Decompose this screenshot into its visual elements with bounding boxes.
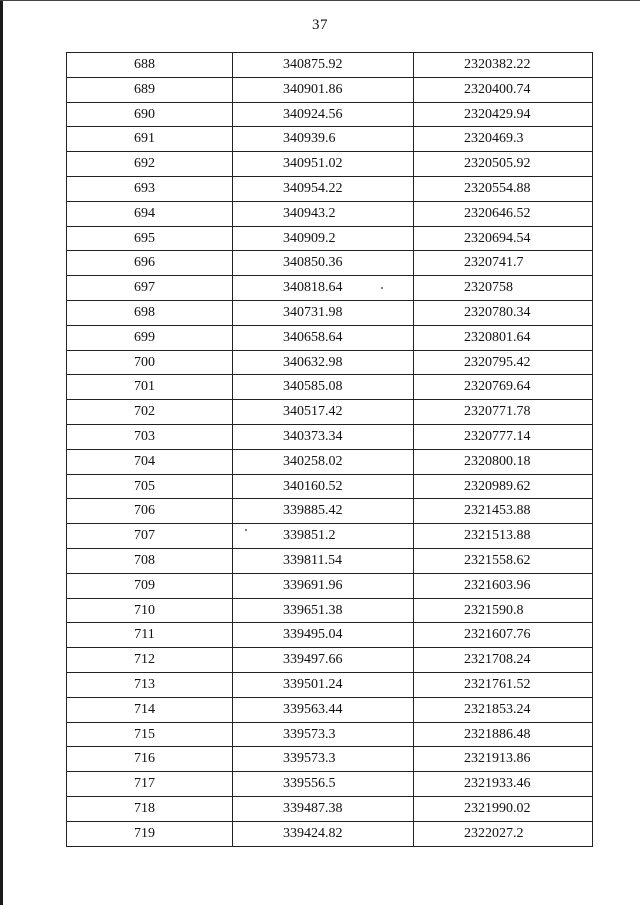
point-number-cell: 709 <box>67 573 233 598</box>
y-coordinate-cell: 2320989.62 <box>414 474 593 499</box>
table-row <box>67 598 593 623</box>
table-row <box>67 524 593 549</box>
table-row <box>67 400 593 425</box>
point-number-cell: 707 <box>67 524 233 549</box>
x-coordinate-cell: 339501.24 <box>233 672 414 697</box>
point-number-cell: 718 <box>67 796 233 821</box>
point-number-cell: 702 <box>67 400 233 425</box>
point-number-cell: 711 <box>67 623 233 648</box>
point-number-cell: 688 <box>67 53 233 78</box>
coordinates-table <box>66 52 593 847</box>
x-coordinate-cell: 340632.98 <box>233 350 414 375</box>
point-number-cell: 705 <box>67 474 233 499</box>
table-row <box>67 424 593 449</box>
y-coordinate-cell: 2320382.22 <box>414 53 593 78</box>
point-number-cell: 689 <box>67 77 233 102</box>
x-coordinate-cell: 340160.52 <box>233 474 414 499</box>
x-coordinate-cell: 340258.02 <box>233 449 414 474</box>
y-coordinate-cell: 2320429.94 <box>414 102 593 127</box>
x-coordinate-cell: 339573.3 <box>233 722 414 747</box>
x-coordinate-cell: 340850.36 <box>233 251 414 276</box>
x-coordinate-cell: 340373.34 <box>233 424 414 449</box>
x-coordinate-cell: 340901.86 <box>233 77 414 102</box>
x-coordinate-cell: 339556.5 <box>233 772 414 797</box>
point-number-cell: 708 <box>67 548 233 573</box>
point-number-cell: 714 <box>67 697 233 722</box>
point-number-cell: 692 <box>67 152 233 177</box>
y-coordinate-cell: 2320801.64 <box>414 325 593 350</box>
y-coordinate-cell: 2320769.64 <box>414 375 593 400</box>
y-coordinate-cell: 2321708.24 <box>414 648 593 673</box>
y-coordinate-cell: 2320400.74 <box>414 77 593 102</box>
x-coordinate-cell: 339691.96 <box>233 573 414 598</box>
table-row <box>67 226 593 251</box>
table-row <box>67 375 593 400</box>
point-number-cell: 703 <box>67 424 233 449</box>
table-row <box>67 251 593 276</box>
point-number-cell: 719 <box>67 821 233 846</box>
y-coordinate-cell: 2320694.54 <box>414 226 593 251</box>
y-coordinate-cell: 2321603.96 <box>414 573 593 598</box>
point-number-cell: 701 <box>67 375 233 400</box>
table-row <box>67 722 593 747</box>
y-coordinate-cell: 2320758 <box>414 276 593 301</box>
y-coordinate-cell: 2321590.8 <box>414 598 593 623</box>
y-coordinate-cell: 2320795.42 <box>414 350 593 375</box>
point-number-cell: 716 <box>67 747 233 772</box>
table-row <box>67 102 593 127</box>
point-number-cell: 710 <box>67 598 233 623</box>
table-row <box>67 672 593 697</box>
table-row <box>67 350 593 375</box>
table-row <box>67 53 593 78</box>
x-coordinate-cell: 339851.2 <box>233 524 414 549</box>
table-row <box>67 796 593 821</box>
point-number-cell: 693 <box>67 176 233 201</box>
point-number-cell: 715 <box>67 722 233 747</box>
y-coordinate-cell: 2320741.7 <box>414 251 593 276</box>
point-number-cell: 695 <box>67 226 233 251</box>
table-row <box>67 573 593 598</box>
x-coordinate-cell: 340818.64 <box>233 276 414 301</box>
y-coordinate-cell: 2320800.18 <box>414 449 593 474</box>
y-coordinate-cell: 2320646.52 <box>414 201 593 226</box>
table-row <box>67 276 593 301</box>
x-coordinate-cell: 339495.04 <box>233 623 414 648</box>
table-row <box>67 623 593 648</box>
table-row <box>67 449 593 474</box>
x-coordinate-cell: 340939.6 <box>233 127 414 152</box>
x-coordinate-cell: 339885.42 <box>233 499 414 524</box>
y-coordinate-cell: 2321761.52 <box>414 672 593 697</box>
x-coordinate-cell: 340954.22 <box>233 176 414 201</box>
table-row <box>67 648 593 673</box>
point-number-cell: 712 <box>67 648 233 673</box>
y-coordinate-cell: 2321558.62 <box>414 548 593 573</box>
point-number-cell: 691 <box>67 127 233 152</box>
table-row <box>67 747 593 772</box>
point-number-cell: 706 <box>67 499 233 524</box>
x-coordinate-cell: 339424.82 <box>233 821 414 846</box>
y-coordinate-cell: 2321886.48 <box>414 722 593 747</box>
page-number: 37 <box>312 17 328 33</box>
y-coordinate-cell: 2320780.34 <box>414 300 593 325</box>
scan-speck <box>381 287 383 289</box>
point-number-cell: 694 <box>67 201 233 226</box>
x-coordinate-cell: 340951.02 <box>233 152 414 177</box>
scan-edge-top <box>0 0 640 1</box>
point-number-cell: 704 <box>67 449 233 474</box>
x-coordinate-cell: 340909.2 <box>233 226 414 251</box>
point-number-cell: 697 <box>67 276 233 301</box>
point-number-cell: 713 <box>67 672 233 697</box>
point-number-cell: 717 <box>67 772 233 797</box>
y-coordinate-cell: 2321513.88 <box>414 524 593 549</box>
x-coordinate-cell: 339573.3 <box>233 747 414 772</box>
x-coordinate-cell: 340517.42 <box>233 400 414 425</box>
table-row <box>67 325 593 350</box>
scan-edge-left <box>0 0 3 905</box>
y-coordinate-cell: 2321933.46 <box>414 772 593 797</box>
x-coordinate-cell: 339651.38 <box>233 598 414 623</box>
table-row <box>67 152 593 177</box>
x-coordinate-cell: 340585.08 <box>233 375 414 400</box>
y-coordinate-cell: 2320554.88 <box>414 176 593 201</box>
x-coordinate-cell: 340731.98 <box>233 300 414 325</box>
y-coordinate-cell: 2321853.24 <box>414 697 593 722</box>
y-coordinate-cell: 2322027.2 <box>414 821 593 846</box>
table-row <box>67 300 593 325</box>
x-coordinate-cell: 339487.38 <box>233 796 414 821</box>
y-coordinate-cell: 2320771.78 <box>414 400 593 425</box>
point-number-cell: 696 <box>67 251 233 276</box>
y-coordinate-cell: 2321913.86 <box>414 747 593 772</box>
coordinates-table-body <box>67 53 593 847</box>
table-row <box>67 772 593 797</box>
y-coordinate-cell: 2321453.88 <box>414 499 593 524</box>
point-number-cell: 700 <box>67 350 233 375</box>
y-coordinate-cell: 2320505.92 <box>414 152 593 177</box>
table-row <box>67 201 593 226</box>
x-coordinate-cell: 340875.92 <box>233 53 414 78</box>
y-coordinate-cell: 2320469.3 <box>414 127 593 152</box>
table-row <box>67 77 593 102</box>
point-number-cell: 690 <box>67 102 233 127</box>
table-row <box>67 127 593 152</box>
table-row <box>67 474 593 499</box>
table-row <box>67 697 593 722</box>
y-coordinate-cell: 2321607.76 <box>414 623 593 648</box>
point-number-cell: 699 <box>67 325 233 350</box>
y-coordinate-cell: 2321990.02 <box>414 796 593 821</box>
table-row <box>67 548 593 573</box>
table-row <box>67 821 593 846</box>
point-number-cell: 698 <box>67 300 233 325</box>
scan-speck <box>245 529 247 531</box>
x-coordinate-cell: 339811.54 <box>233 548 414 573</box>
x-coordinate-cell: 339563.44 <box>233 697 414 722</box>
x-coordinate-cell: 340943.2 <box>233 201 414 226</box>
table-row <box>67 176 593 201</box>
table-row <box>67 499 593 524</box>
y-coordinate-cell: 2320777.14 <box>414 424 593 449</box>
x-coordinate-cell: 340924.56 <box>233 102 414 127</box>
x-coordinate-cell: 340658.64 <box>233 325 414 350</box>
x-coordinate-cell: 339497.66 <box>233 648 414 673</box>
